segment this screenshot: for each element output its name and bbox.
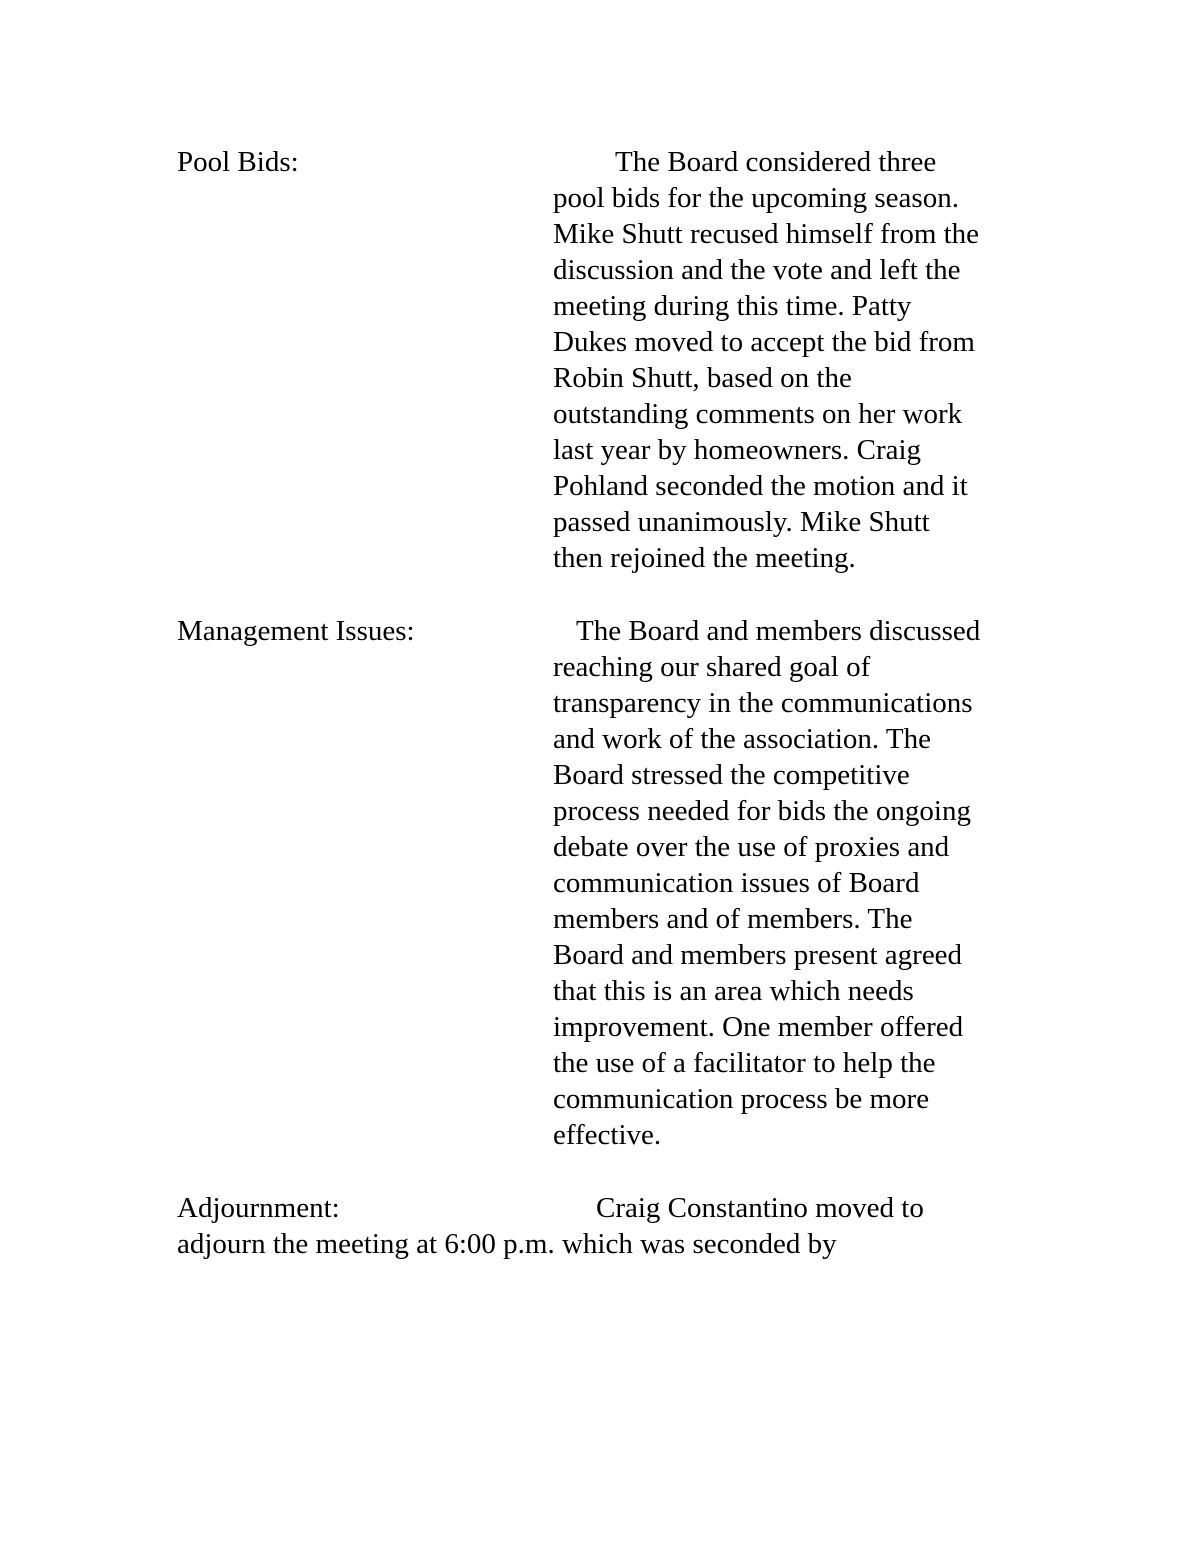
section-body-pool-bids: [553, 144, 1033, 576]
section-label-management-issues: Management Issues:: [177, 615, 415, 647]
body-line: the use of a facilitator to help the: [553, 1047, 936, 1079]
body-line: Mike Shutt recused himself from the: [553, 218, 980, 250]
adjournment-line-first: Craig Constantino moved to: [596, 1192, 924, 1224]
body-line: that this is an area which needs: [553, 975, 914, 1007]
body-line: debate over the use of proxies and: [553, 831, 950, 863]
body-line: then rejoined the meeting.: [553, 542, 856, 574]
body-line: reaching our shared goal of: [553, 651, 871, 683]
body-line: The Board and members discussed: [576, 615, 981, 647]
adjournment-line-second: adjourn the meeting at 6:00 p.m. which was seconded by: [177, 1228, 837, 1260]
body-line: Robin Shutt, based on the: [553, 362, 852, 394]
body-line: Pohland seconded the motion and it: [553, 470, 968, 502]
section-body-management-issues: [553, 613, 1033, 1153]
body-line: transparency in the communications: [553, 687, 973, 719]
body-line: Board stressed the competitive: [553, 759, 910, 791]
body-line: improvement. One member offered: [553, 1011, 964, 1043]
section-label-pool-bids: Pool Bids:: [177, 146, 299, 178]
body-line: communication issues of Board: [553, 867, 920, 899]
body-line: and work of the association. The: [553, 723, 931, 755]
body-line: pool bids for the upcoming season.: [553, 182, 959, 214]
body-line: effective.: [553, 1119, 662, 1151]
body-line: process needed for bids the ongoing: [553, 795, 971, 827]
body-line: last year by homeowners. Craig: [553, 434, 922, 466]
section-label-adjournment: Adjournment:: [177, 1192, 340, 1224]
body-line: Board and members present agreed: [553, 939, 963, 971]
body-line: communication process be more: [553, 1083, 930, 1115]
body-line: outstanding comments on her work: [553, 398, 963, 430]
body-line: discussion and the vote and left the: [553, 254, 961, 286]
body-line: members and of members. The: [553, 903, 913, 935]
body-line: passed unanimously. Mike Shutt: [553, 506, 930, 538]
body-line: Dukes moved to accept the bid from: [553, 326, 975, 358]
body-line: meeting during this time. Patty: [553, 290, 912, 322]
body-line: The Board considered three: [615, 146, 937, 178]
